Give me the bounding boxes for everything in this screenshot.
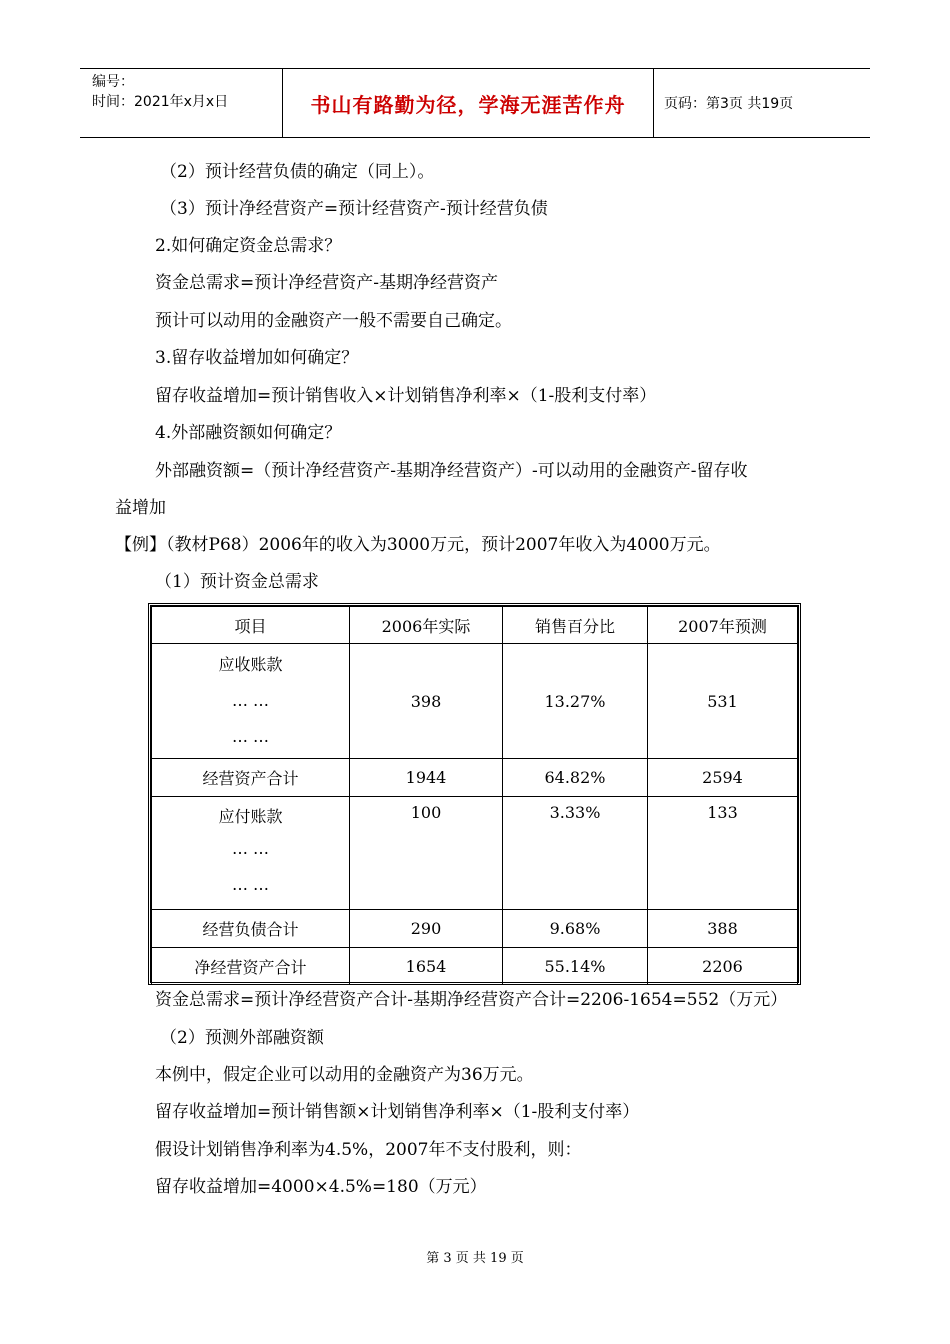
value-cell: 55.14% [503,948,648,985]
value-cell: 13.27% [503,644,648,759]
header-page-info: 页码：第3页 共19页 [664,96,794,112]
text-line: 预计可以动用的金融资产一般不需要自己确定。 [155,311,512,331]
header-cell: 2006年实际 [350,607,503,644]
item-cell: 净经营资产合计 [152,948,350,985]
ellipsis: … … [231,691,270,710]
value-cell: 100 [350,797,503,910]
table-row [152,948,798,985]
table-row [152,910,798,948]
value-cell: 2594 [648,759,798,797]
item-cell: 经营负债合计 [152,910,350,948]
table-row [152,797,798,910]
header-cell: 项目 [152,607,350,644]
text-line: 资金总需求=预计净经营资产合计-基期净经营资产合计=2206-1654=552（万元） [155,990,788,1010]
section-heading: 4.外部融资额如何确定？ [155,423,342,443]
text-line: （2）预测外部融资额 [160,1028,324,1048]
item-cell [152,797,350,910]
table-row [152,759,798,797]
value-cell: 1944 [350,759,503,797]
text-line: 益增加 [115,498,166,518]
value-cell: 398 [350,644,503,759]
value-cell: 531 [648,644,798,759]
text-line: 留存收益增加=预计销售收入×计划销售净利率×（1-股利支付率） [155,386,657,406]
item-name: 应付账款 [218,807,283,826]
page-footer: 第 3 页 共 19 页 [426,1251,524,1266]
header-motto: 书山有路勤为径，学海无涯苦作舟 [282,69,654,137]
value-cell: 133 [648,797,798,910]
date-label: 时间：2021年x月x日 [92,94,229,110]
item-cell [152,644,350,759]
header-cell: 2007年预测 [648,607,798,644]
text-line: 假设计划销售净利率为4.5%，2007年不支付股利，则： [155,1140,582,1160]
ellipsis: … … [231,727,270,746]
text-line: （3）预计净经营资产=预计经营资产-预计经营负债 [160,199,548,219]
section-heading: 3.留存收益增加如何确定？ [155,348,359,368]
text-line: 本例中，假定企业可以动用的金融资产为36万元。 [155,1065,534,1085]
text-line: （2）预计经营负债的确定（同上）。 [160,162,435,182]
value-cell: 2206 [648,948,798,985]
example-line: 【例】（教材P68）2006年的收入为3000万元，预计2007年收入为4000万元。 [115,535,721,555]
text-line: 留存收益增加=预计销售额×计划销售净利率×（1-股利支付率） [155,1102,640,1122]
value-cell: 3.33% [503,797,648,910]
page-header [80,68,870,138]
text-line: 资金总需求=预计净经营资产-基期净经营资产 [155,273,498,293]
item-name: 应收账款 [218,655,283,674]
value-cell: 9.68% [503,910,648,948]
value-cell: 388 [648,910,798,948]
ellipsis: … … [231,839,270,858]
data-table [148,603,801,985]
text-line: 外部融资额=（预计净经营资产-基期净经营资产）-可以动用的金融资产-留存收 [155,461,748,481]
ellipsis: … … [231,875,270,894]
section-heading: 2.如何确定资金总需求？ [155,236,342,256]
table-header-row [152,607,798,644]
text-line: （1）预计资金总需求 [155,572,319,592]
number-label: 编号： [92,74,134,90]
header-meta [80,69,282,137]
table-row [152,644,798,759]
value-cell: 64.82% [503,759,648,797]
value-cell: 290 [350,910,503,948]
item-cell: 经营资产合计 [152,759,350,797]
value-cell: 1654 [350,948,503,985]
header-cell: 销售百分比 [503,607,648,644]
text-line: 留存收益增加=4000×4.5%=180（万元） [155,1177,487,1197]
